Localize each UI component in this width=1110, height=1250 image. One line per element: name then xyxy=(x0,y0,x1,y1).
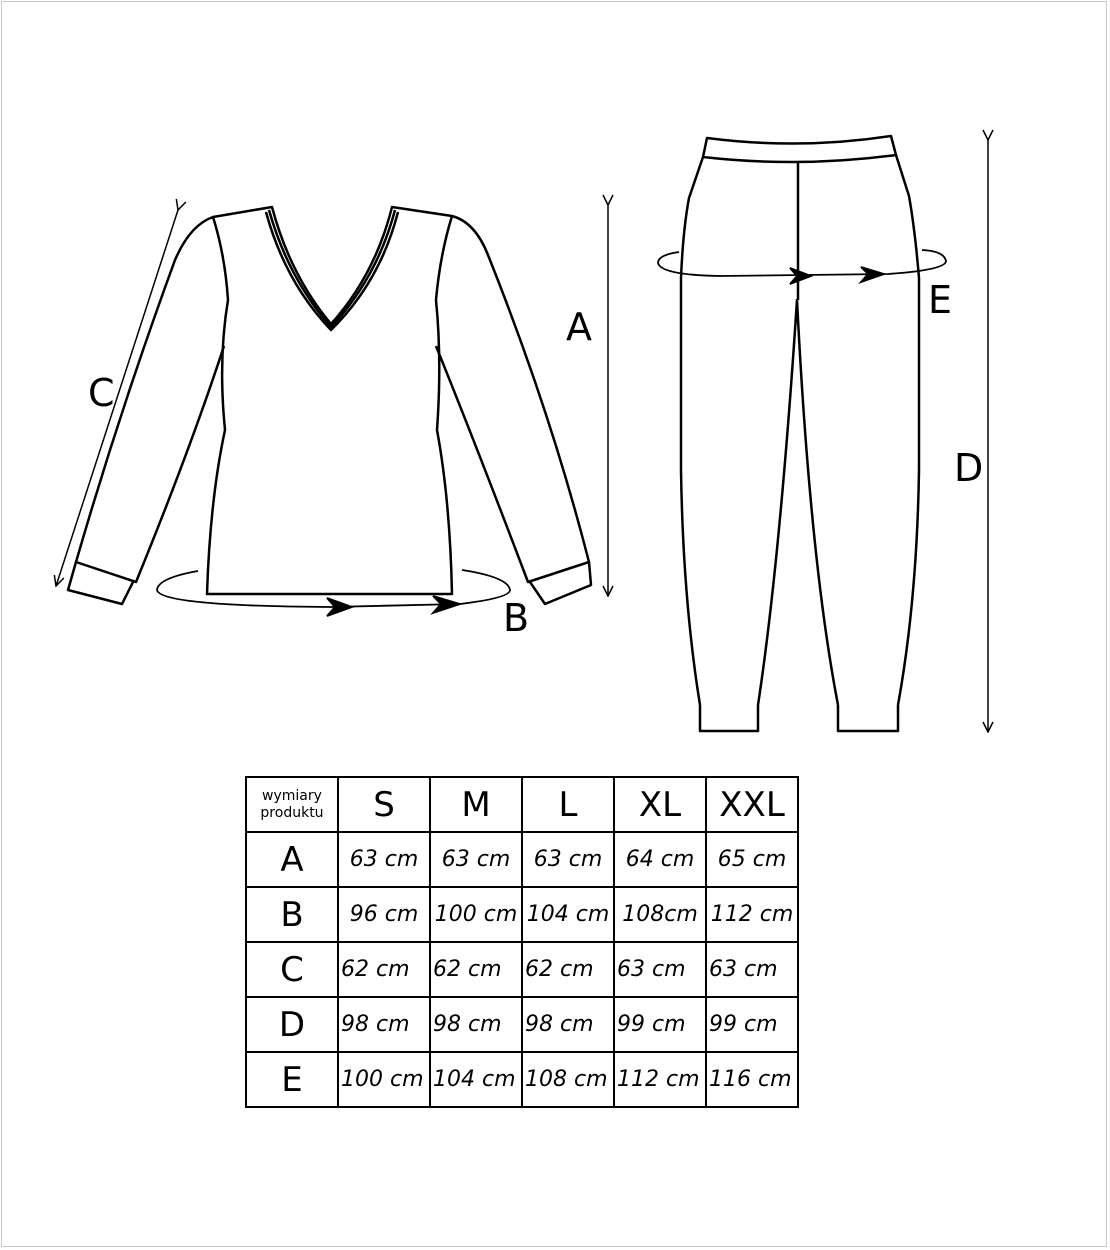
cell-d-xl: 99 cm xyxy=(614,997,706,1052)
size-header-xxl: XXL xyxy=(706,777,798,832)
label-d: D xyxy=(954,446,984,490)
cell-c-xl: 63 cm xyxy=(614,942,706,997)
cell-e-xl: 112 cm xyxy=(614,1052,706,1107)
row-key-b: B xyxy=(246,887,338,942)
cell-c-s: 62 cm xyxy=(338,942,430,997)
cell-c-xxl: 63 cm xyxy=(706,942,798,997)
row-key-d: D xyxy=(246,997,338,1052)
cell-e-l: 108 cm xyxy=(522,1052,614,1107)
row-key-e: E xyxy=(246,1052,338,1107)
cell-a-l: 63 cm xyxy=(522,832,614,887)
size-table xyxy=(245,776,799,1108)
cell-b-xxl: 112 cm xyxy=(706,887,798,942)
label-a: A xyxy=(566,305,592,349)
table-row xyxy=(246,1052,798,1107)
cell-d-l: 98 cm xyxy=(522,997,614,1052)
row-key-a: A xyxy=(246,832,338,887)
size-header-xl: XL xyxy=(614,777,706,832)
table-row xyxy=(246,832,798,887)
size-header-l: L xyxy=(522,777,614,832)
row-key-c: C xyxy=(246,942,338,997)
table-row xyxy=(246,942,798,997)
cell-a-m: 63 cm xyxy=(430,832,522,887)
cell-e-xxl: 116 cm xyxy=(706,1052,798,1107)
size-header-s: S xyxy=(338,777,430,832)
cell-a-xxl: 65 cm xyxy=(706,832,798,887)
cell-d-m: 98 cm xyxy=(430,997,522,1052)
cell-b-l: 104 cm xyxy=(522,887,614,942)
pants-drawing xyxy=(681,136,919,731)
table-row xyxy=(246,887,798,942)
cell-a-xl: 64 cm xyxy=(614,832,706,887)
c-arrow xyxy=(56,210,178,586)
cell-d-s: 98 cm xyxy=(338,997,430,1052)
cell-e-s: 100 cm xyxy=(338,1052,430,1107)
cell-b-s: 96 cm xyxy=(338,887,430,942)
cell-c-l: 62 cm xyxy=(522,942,614,997)
corner-line-2: produktu xyxy=(260,804,324,821)
label-b: B xyxy=(503,596,530,640)
label-c: C xyxy=(88,371,115,415)
table-row xyxy=(246,997,798,1052)
label-e: E xyxy=(928,278,953,322)
table-corner-label xyxy=(246,777,338,832)
cell-b-m: 100 cm xyxy=(430,887,522,942)
table-header-row xyxy=(246,777,798,832)
cell-b-xl: 108cm xyxy=(614,887,706,942)
cell-d-xxl: 99 cm xyxy=(706,997,798,1052)
cell-c-m: 62 cm xyxy=(430,942,522,997)
corner-line-1: wymiary xyxy=(262,787,322,804)
size-header-m: M xyxy=(430,777,522,832)
sweater-drawing xyxy=(68,207,591,604)
cell-a-s: 63 cm xyxy=(338,832,430,887)
cell-e-m: 104 cm xyxy=(430,1052,522,1107)
e-arrow xyxy=(658,250,946,284)
